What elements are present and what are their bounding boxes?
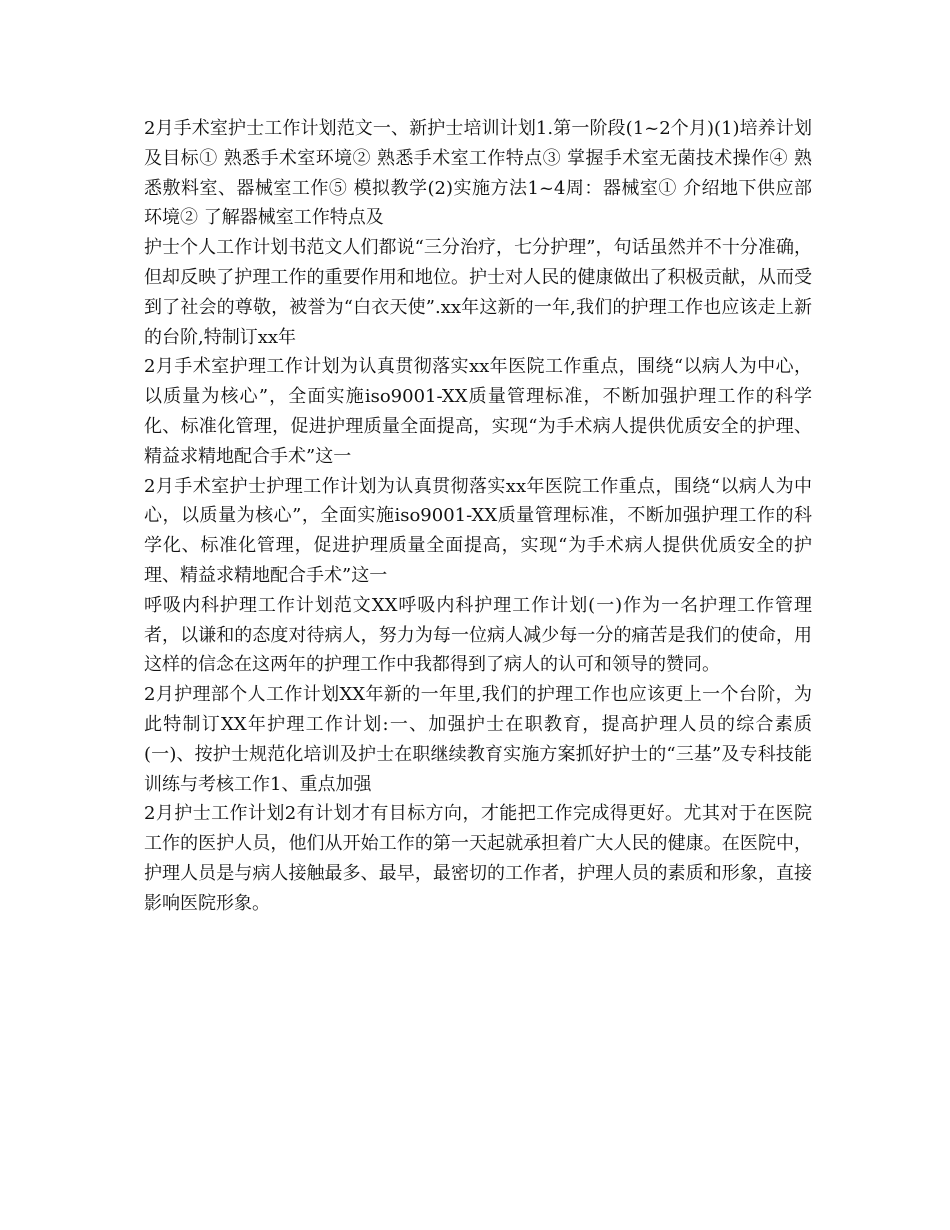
paragraph-nursing-department-plan: 2月护理部个人工作计划XX年新的一年里,我们的护理工作也应该更上一个台阶，为此特制订XX年护理工作计划:一、加强护士在职教育，提高护理人员的综合素质(一)、按护士规范化培训及护士在职继续教育实施方案抓好护士的“三基”及专科技能训练与考核工作1、重点加强 (144, 684, 812, 795)
paragraph-personal-nurse-plan: 护士个人工作计划书范文人们都说“三分治疗，七分护理”，句话虽然并不十分准确，但却反映了护理工作的重要作用和地位。护士对人民的健康做出了积极贡献，从而受到了社会的尊敬，被誉为“白衣天使”.xx年这新的一年,我们的护理工作也应该走上新的台阶,特制订xx年 (144, 237, 812, 348)
paragraph-respiratory-nursing-plan: 呼吸内科护理工作计划范文XX呼吸内科护理工作计划(一)作为一名护理工作管理者，以谦和的态度对待病人，努力为每一位病人减少每一分的痛苦是我们的使命，用这样的信念在这两年的护理工作中我都得到了病人的认可和领导的赞同。 (144, 594, 812, 676)
paragraph-nurse-work-plan-2: 2月护士工作计划2有计划才有目标方向，才能把工作完成得更好。尤其对于在医院工作的医护人员，他们从开始工作的第一天起就承担着广大人民的健康。在医院中，护理人员是与病人接触最多、最早，最密切的工作者，护理人员的素质和形象，直接影响医院形象。 (144, 803, 812, 914)
paragraph-surgery-nursing-plan: 2月手术室护理工作计划为认真贯彻落实xx年医院工作重点，围绕“以病人为中心，以质量为核心”，全面实施iso9001-XX质量管理标准，不断加强护理工作的科学化、标准化管理，促进护理质量全面提高，实现“为手术病人提供优质安全的护理、精益求精地配合手术”这一 (144, 356, 812, 467)
paragraph-surgery-nurse-training-plan: 2月手术室护士工作计划范文一、新护士培训计划1.第一阶段(1~2个月)(1)培养计划及目标① 熟悉手术室环境② 熟悉手术室工作特点③ 掌握手术室无菌技术操作④ 熟悉敷料室、器械室工作⑤ 模拟教学(2)实施方法1~4周：器械室① 介绍地下供应部环境② 了解器械室工作特点及 (144, 118, 812, 229)
document-body (144, 114, 812, 919)
paragraph-surgery-nurse-nursing-plan: 2月手术室护士护理工作计划为认真贯彻落实xx年医院工作重点，围绕“以病人为中心，以质量为核心”，全面实施iso9001-XX质量管理标准，不断加强护理工作的科学化、标准化管理，促进护理质量全面提高，实现“为手术病人提供优质安全的护理、精益求精地配合手术”这一 (144, 475, 812, 586)
